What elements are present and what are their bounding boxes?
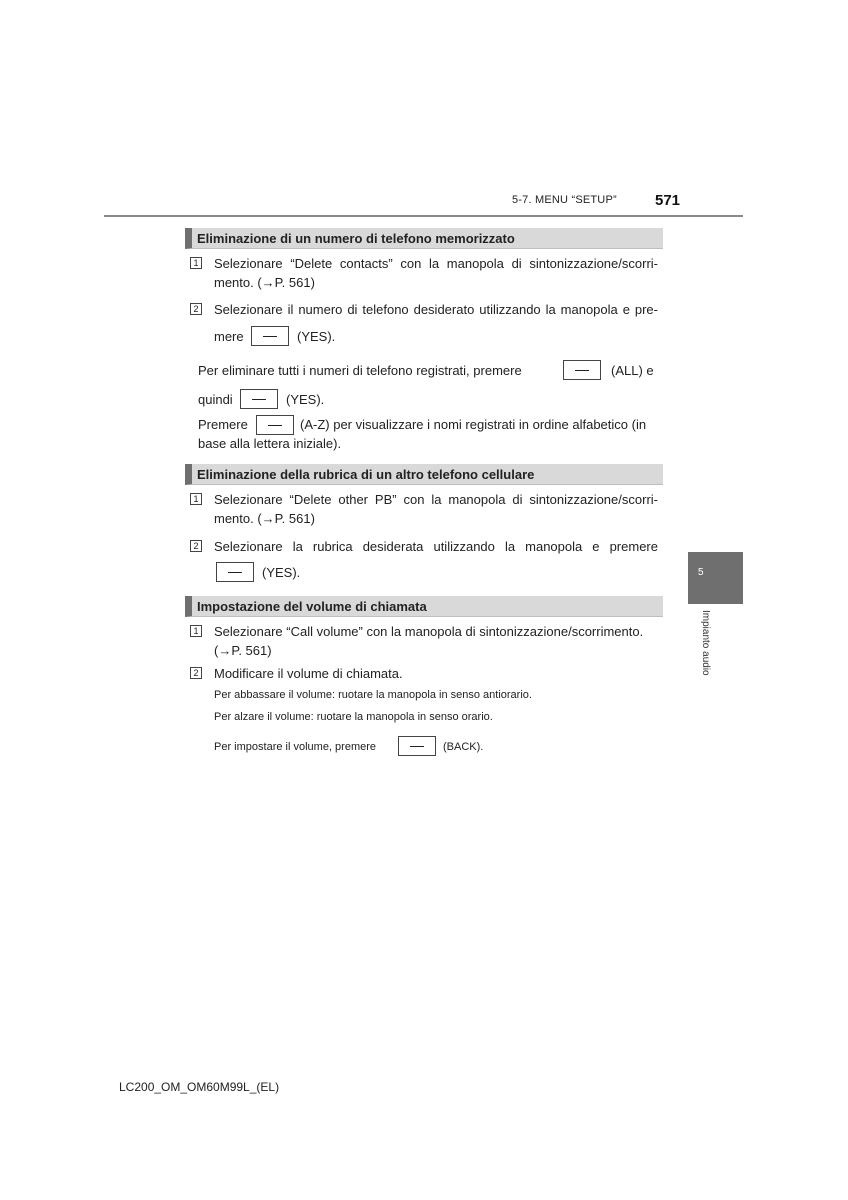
chapter-number: 5 [698, 567, 704, 578]
note-text: (YES). [286, 392, 325, 407]
note-text: (ALL) e [611, 363, 654, 378]
note-text: quindi [198, 392, 233, 407]
step-number: 1 [190, 257, 202, 269]
step-number: 1 [190, 493, 202, 505]
chapter-label: Impianto audio [700, 610, 711, 676]
step-text: mere [214, 329, 244, 344]
step-text: (→P. 561) [214, 643, 272, 658]
step-number: 2 [190, 667, 202, 679]
back-button-icon [398, 736, 436, 756]
yes-button-icon [216, 562, 254, 582]
sub-note: Per alzare il volume: ruotare la manopola in senso orario. [214, 711, 493, 723]
a-z-button-icon [256, 415, 294, 435]
step-text: Selezionare la rubrica desiderata utilizzando la manopola e premere [214, 539, 658, 554]
page-number: 571 [655, 192, 681, 209]
note-text: Per eliminare tutti i numeri di telefono registrati, premere [198, 363, 522, 378]
sub-note: Per abbassare il volume: ruotare la manopola in senso antiorario. [214, 689, 532, 701]
step-text: mento. (→P. 561) [214, 511, 315, 526]
section-breadcrumb: 5-7. MENU “SETUP” [512, 194, 617, 206]
step-text: Selezionare “Delete other PB” con la manopola di sintonizzazione/scorri- [214, 492, 658, 507]
note-text: Premere [198, 417, 248, 432]
all-button-icon [563, 360, 601, 380]
step-text: Selezionare “Delete contacts” con la manopola di sintonizzazione/scorri- [214, 256, 658, 271]
step-text: (YES). [262, 565, 301, 580]
note-text: (A-Z) per visualizzare i nomi registrati in ordine alfabetico (in [300, 417, 647, 432]
step-number: 2 [190, 540, 202, 552]
document-code: LC200_OM_OM60M99L_(EL) [119, 1080, 280, 1094]
note-text: base alla lettera iniziale). [198, 436, 342, 451]
sub-note: (BACK). [443, 741, 484, 753]
sub-note: Per impostare il volume, premere [214, 741, 377, 753]
header-rule [104, 215, 743, 217]
step-text: Selezionare il numero di telefono desiderato utilizzando la manopola e pre- [214, 302, 658, 317]
chapter-tab [688, 552, 743, 604]
step-number: 2 [190, 303, 202, 315]
yes-button-icon [251, 326, 289, 346]
section-heading: Eliminazione della rubrica di un altro telefono cellulare [185, 464, 663, 485]
step-text: Modificare il volume di chiamata. [214, 666, 403, 681]
step-text: Selezionare “Call volume” con la manopola di sintonizzazione/scorrimento. [214, 624, 644, 639]
section-heading: Eliminazione di un numero di telefono memorizzato [185, 228, 663, 249]
step-number: 1 [190, 625, 202, 637]
yes-button-icon [240, 389, 278, 409]
step-text: (YES). [297, 329, 336, 344]
step-text: mento. (→P. 561) [214, 275, 315, 290]
section-heading: Impostazione del volume di chiamata [185, 596, 663, 617]
